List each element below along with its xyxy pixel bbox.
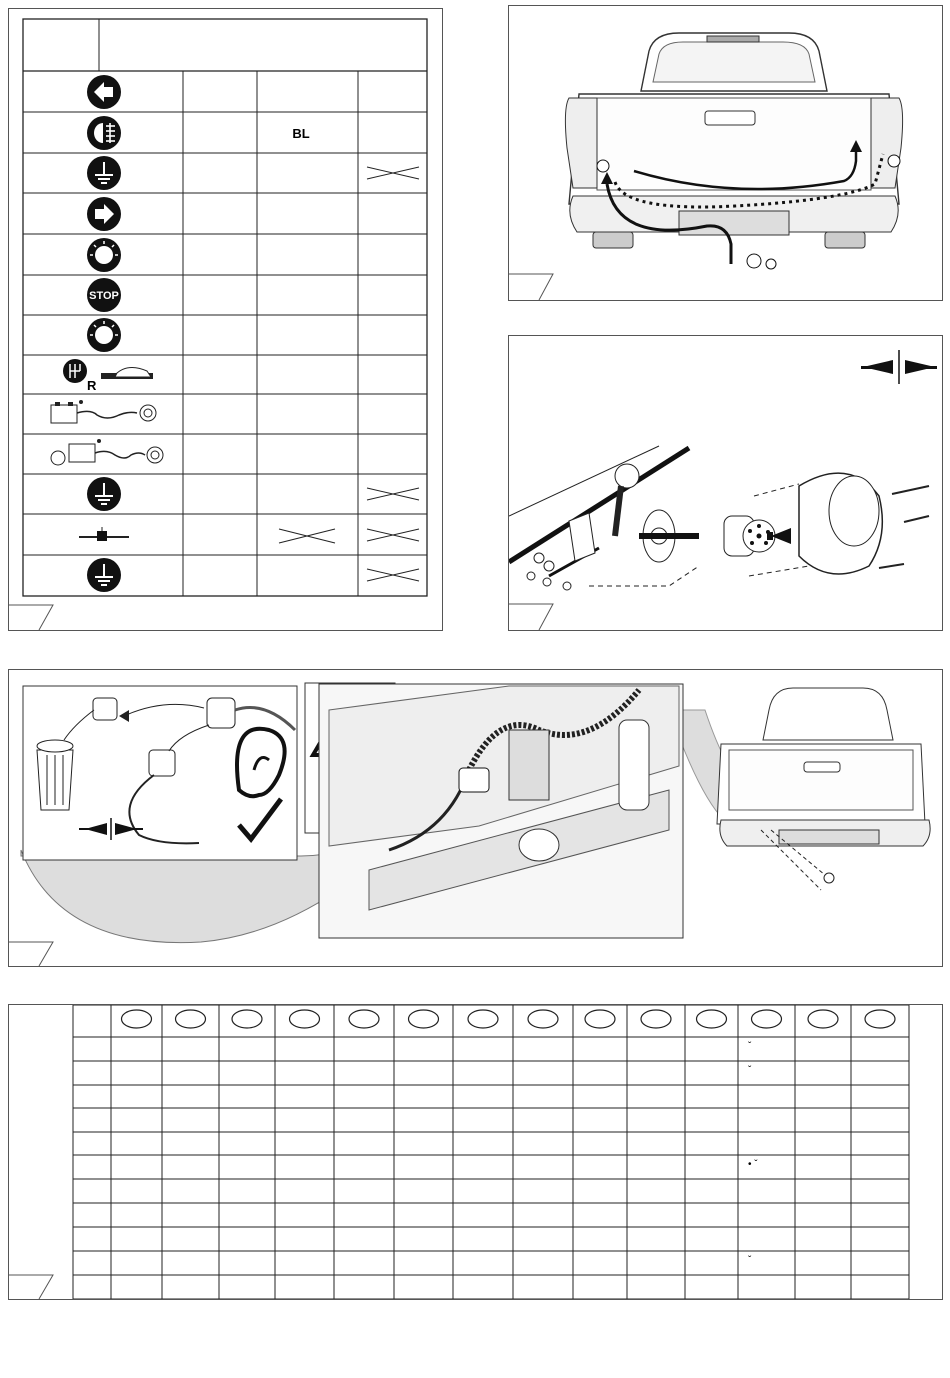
grid-mark: ˇ: [748, 1255, 752, 1266]
grid-mark: ˇ: [748, 1065, 752, 1076]
tail-light-icon: [87, 318, 121, 352]
connector-routing-panel: [8, 669, 943, 967]
pin-circle: [232, 1010, 262, 1028]
truck-routing-panel: [508, 5, 943, 301]
pin-circle: [808, 1010, 838, 1028]
left-indicator-icon: [87, 75, 121, 109]
cross-mark: [279, 529, 335, 543]
ground-icon: [87, 477, 121, 511]
pin-grid-svg: [9, 1005, 942, 1299]
truck-routing-illustration: [509, 6, 942, 300]
trailer-detection-icon: [79, 527, 129, 541]
pin-circle: [176, 1010, 206, 1028]
cross-mark: [367, 488, 419, 500]
pin-circle: [585, 1010, 615, 1028]
cross-mark: [367, 569, 419, 581]
pin-circle: [122, 1010, 152, 1028]
socket-install-illustration: [509, 336, 942, 630]
reverse-label: R: [87, 378, 97, 393]
connector-routing-illustration: [9, 670, 942, 966]
cross-mark: [367, 167, 419, 179]
grid-frame: [73, 1005, 909, 1299]
battery-permanent-icon: [51, 400, 156, 423]
fog-cell-label: BL: [292, 126, 310, 141]
tail-light-icon: [87, 238, 121, 272]
stop-label: STOP: [89, 290, 119, 302]
pin-circle: [528, 1010, 558, 1028]
ground-icon: [87, 156, 121, 190]
stop-light-icon: [87, 278, 121, 312]
pin-circle: [409, 1010, 439, 1028]
rear-fog-light-icon: [87, 116, 121, 150]
socket-install-panel: [508, 335, 943, 631]
pin-circle: [468, 1010, 498, 1028]
right-indicator-icon: [87, 197, 121, 231]
reverse-gear-icon: [63, 359, 153, 393]
grid-mark: ˇ: [748, 1041, 752, 1052]
battery-ignition-icon: [51, 439, 163, 465]
recycle-bin-icon: [37, 740, 73, 810]
tighten-icon: [861, 350, 937, 384]
pin-circle: [641, 1010, 671, 1028]
wiring-table-panel: [8, 8, 443, 631]
pin-circle: [349, 1010, 379, 1028]
pin-circle: [290, 1010, 320, 1028]
cross-mark: [367, 529, 419, 541]
pin-grid-panel: [8, 1004, 943, 1300]
pin-circle: [865, 1010, 895, 1028]
grid-mark: • ˇ: [748, 1159, 758, 1170]
ground-icon: [87, 558, 121, 592]
wiring-table-svg: [9, 9, 442, 630]
pin-circle: [752, 1010, 782, 1028]
pin-circle: [697, 1010, 727, 1028]
